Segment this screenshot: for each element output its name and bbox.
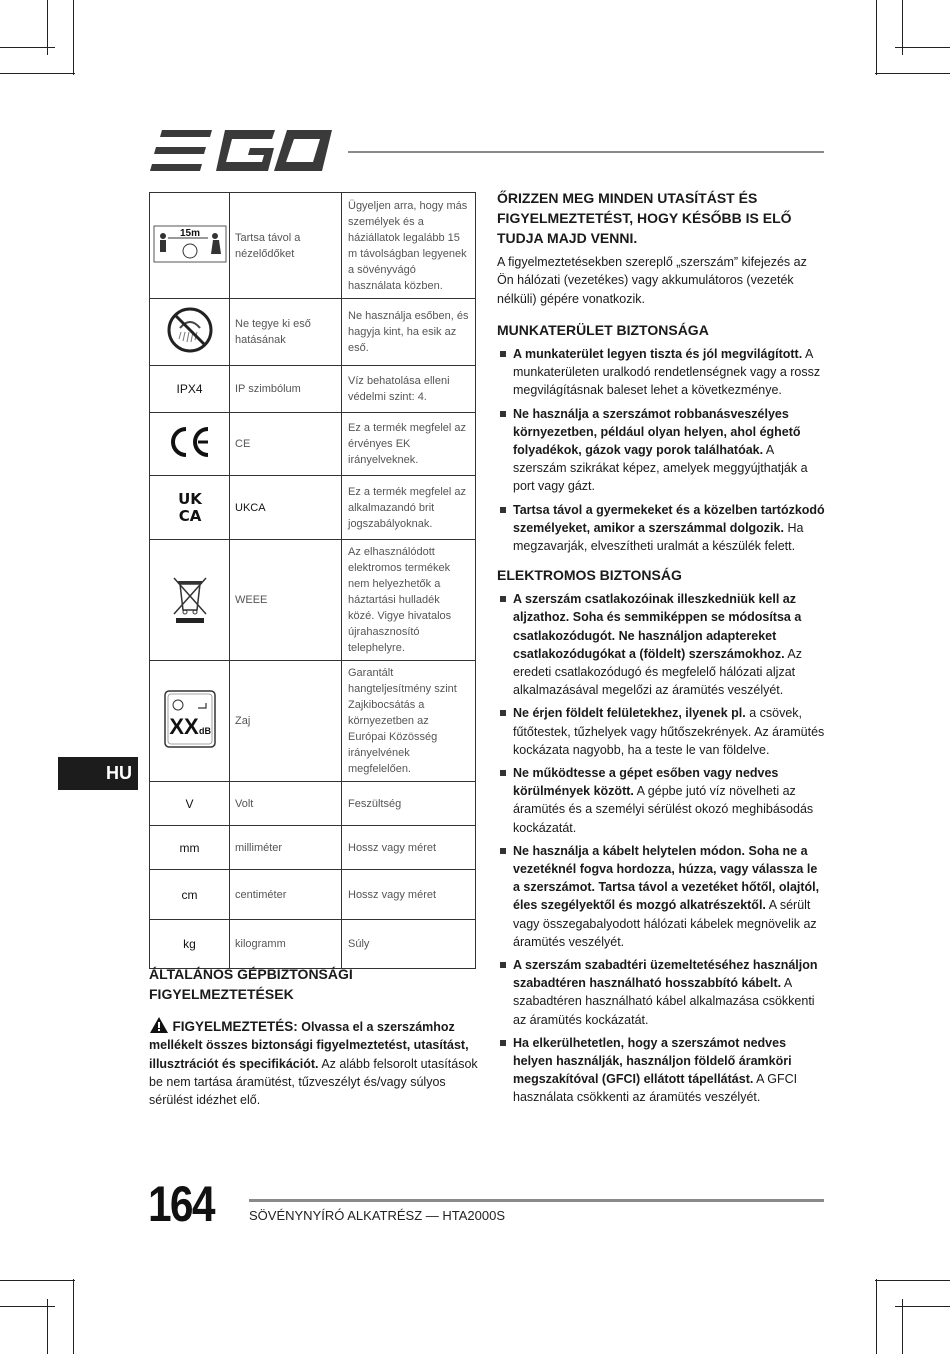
table-cell-name: kilogramm — [230, 920, 342, 969]
table-cell-name: CE — [230, 413, 342, 476]
footer-rule — [249, 1199, 824, 1202]
table-row — [150, 540, 476, 661]
table-row — [150, 193, 476, 299]
crop-mark — [895, 1306, 950, 1307]
no-rain-icon — [166, 306, 214, 354]
footer-title: SÖVÉNYNYÍRÓ ALKATRÉSZ — HTA2000S — [249, 1208, 505, 1223]
svg-text:XX: XX — [168, 714, 199, 739]
warning-paragraph — [149, 1016, 479, 1109]
crop-mark — [902, 0, 903, 55]
table-cell-symbol — [150, 540, 230, 661]
warning-triangle-icon — [149, 1016, 169, 1034]
svg-text:CA: CA — [178, 506, 201, 523]
table-cell-name: WEEE — [230, 540, 342, 661]
crop-mark — [902, 1299, 903, 1354]
warning-text: Az alább felsorolt utasítások be nem tartása áramütést, tűzveszélyt és/vagy súlyos sérülést idézhet elő. — [149, 1056, 478, 1108]
table-cell-symbol — [150, 299, 230, 366]
list-item: Ha elkerülhetetlen, hogy a szerszámot nedves helyen használják, használjon földelő áramköri megszakítóval (GFCI) ellátott tápellátást. A GFCI használata csökkenti az áramütés veszélyét. — [497, 1034, 825, 1107]
crop-mark — [895, 47, 950, 48]
table-cell-name: Volt — [230, 782, 342, 826]
ukca-mark-icon — [173, 489, 207, 523]
table-row — [150, 299, 476, 366]
table-cell-name: UKCA — [230, 476, 342, 540]
ipx4-text: IPX4 — [150, 366, 230, 413]
symbols-table — [149, 192, 476, 969]
general-safety-section — [149, 964, 479, 1109]
warning-label: FIGYELMEZTETÉS: — [172, 1019, 298, 1034]
list-item: Tartsa távol a gyermekeket és a közelben tartózkodó személyeket, amikor a szerszámmal dolgozik. Ha megzavarják, elveszítheti uralmát a készülék felett. — [497, 501, 825, 556]
list-item: Ne használja a kábelt helytelen módon. Soha ne a vezetéknél fogva hordozza, húzza, vagy válassza le a szerszámot. Tartsa távol a vezetéket hőtől, olajtól, éles szegélyektől és mozgó alkatrészektől. A sérült vagy összegabalyodott hálózati kábelek megnövelik az áramütés veszélyét. — [497, 842, 825, 951]
crop-mark — [0, 73, 75, 74]
table-cell-desc: Hossz vagy méret — [342, 870, 476, 920]
mm-symbol: mm — [150, 826, 230, 870]
table-cell-desc: Ez a termék megfelel az alkalmazandó brit jogszabályoknak. — [342, 476, 476, 540]
list-item: A munkaterület legyen tiszta és jól megvilágított. A munkaterületen uralkodó rendetlenségnek vagy a rossz megvilágításnak baleset lehet a következménye. — [497, 345, 825, 400]
crop-mark — [875, 1280, 950, 1281]
cm-symbol: cm — [150, 870, 230, 920]
table-row — [150, 413, 476, 476]
svg-text:dB: dB — [198, 726, 211, 736]
table-row — [150, 870, 476, 920]
table-cell-name: Tartsa távol a nézelődőket — [230, 193, 342, 299]
svg-text:15m: 15m — [179, 227, 200, 239]
table-cell-desc: Feszültség — [342, 782, 476, 826]
table-cell-name: Zaj — [230, 661, 342, 782]
table-row — [150, 782, 476, 826]
table-cell-desc: Ne használja esőben, és hagyja kint, ha esik az eső. — [342, 299, 476, 366]
table-row — [150, 476, 476, 540]
table-cell-desc: Súly — [342, 920, 476, 969]
list-item: A szerszám szabadtéri üzemeltetéséhez használjon szabadtéren használható hosszabbító kábelt. A szabadtéren használható kábel alkalmazása csökkenti az áramütés kockázatát. — [497, 956, 825, 1029]
header-rule — [348, 151, 824, 153]
list-item: A szerszám csatlakozóinak illeszkedniük kell az aljzathoz. Soha és semmiképpen se módosítsa a csatlakozódugót. Ne használjon adaptereket csatlakozódugókat a (földelt) szerszámokhoz. Az eredeti csatlakozódugó és megfelelő hálózati aljzat alkalmazásával megelőzi az áramütés veszélyét. — [497, 590, 825, 699]
table-cell-symbol — [150, 476, 230, 540]
table-cell-name: centiméter — [230, 870, 342, 920]
section-heading: ŐRIZZEN MEG MINDEN UTASÍTÁST ÉS FIGYELMEZTETÉST, HOGY KÉSŐBB IS ELŐ TUDJA MAJD VENNI. — [497, 190, 792, 246]
section-heading: ÁLTALÁNOS GÉPBIZTONSÁGI FIGYELMEZTETÉSEK — [149, 966, 353, 1002]
list-item: Ne használja a szerszámot robbanásveszélyes környezetben, például olyan helyen, ahol éghető folyadékok, gázok vagy porok találhatóak. A szerszám szikrákat képez, amelyek meggyújthatják a port vagy gázt. — [497, 405, 825, 496]
work-area-list — [497, 345, 825, 555]
section-heading: ELEKTROMOS BIZTONSÁG — [497, 567, 682, 584]
list-item: Ne működtesse a gépet esőben vagy nedves körülmények között. A gépbe jutó víz növelheti az áramütés és a személyi sérülést okozó meghibásodás kockázatát. — [497, 764, 825, 837]
table-row — [150, 366, 476, 413]
ego-logo — [150, 130, 332, 172]
right-column — [497, 188, 825, 1112]
table-cell-desc: Ez a termék megfelel az érvényes EK irányelveknek. — [342, 413, 476, 476]
weee-bin-icon — [170, 572, 210, 624]
table-cell-name: IP szimbólum — [230, 366, 342, 413]
table-cell-name: Ne tegye ki eső hatásának — [230, 299, 342, 366]
table-row — [150, 920, 476, 969]
table-cell-symbol — [150, 661, 230, 782]
table-row — [150, 661, 476, 782]
table-cell-desc: Víz behatolása elleni védelmi szint: 4. — [342, 366, 476, 413]
table-cell-symbol — [150, 413, 230, 476]
table-cell-desc: Garantált hangteljesítmény szint Zajkibocsátás a környezetben az Európai Közösség irányelvének megfelelően. — [342, 661, 476, 782]
table-cell-name: milliméter — [230, 826, 342, 870]
crop-mark — [0, 1280, 75, 1281]
svg-text:UK: UK — [177, 489, 202, 508]
noise-label-icon — [164, 690, 216, 748]
crop-mark — [73, 1279, 74, 1354]
crop-mark — [875, 73, 950, 74]
language-tab: HU — [58, 757, 138, 790]
table-row — [150, 826, 476, 870]
list-item: Ne érjen földelt felületekhez, ilyenek pl. a csövek, fűtőtestek, tűzhelyek vagy hűtőszekrények. Az áramütés kockázata nagyobb, ha a teste le van földelve. — [497, 704, 825, 759]
crop-mark — [47, 0, 48, 55]
table-cell-symbol — [150, 193, 230, 299]
electrical-safety-list — [497, 590, 825, 1106]
section-heading: MUNKATERÜLET BIZTONSÁGA — [497, 321, 709, 338]
crop-mark — [876, 1279, 877, 1354]
table-cell-desc: Az elhasználódott elektromos termékek nem helyezhetők a háztartási hulladék közé. Vigye hivatalos újrahasznosító telephelyre. — [342, 540, 476, 661]
crop-mark — [876, 0, 877, 75]
table-cell-desc: Hossz vagy méret — [342, 826, 476, 870]
table-cell-desc: Ügyeljen arra, hogy más személyek és a háziállatok legalább 15 m távolságban legyenek a sövényvágó használata közben. — [342, 193, 476, 299]
intro-paragraph: A figyelmeztetésekben szereplő „szerszám” kifejezés az Ön hálózati (vezetékes) vagy akkumulátoros (vezeték nélküli) gépére vonatkozik. — [497, 255, 807, 306]
ce-mark-icon — [168, 425, 212, 459]
keep-distance-15m-icon — [153, 224, 227, 264]
crop-mark — [47, 1299, 48, 1354]
kg-symbol: kg — [150, 920, 230, 969]
crop-mark — [73, 0, 74, 75]
page-number: 164 — [148, 1176, 214, 1232]
warning-bold-text: Olvassa el a szerszámhoz mellékelt összes biztonsági figyelmeztetést, utasítást, illusztrációt és specifikációt. — [149, 1020, 469, 1071]
volt-symbol: V — [150, 782, 230, 826]
